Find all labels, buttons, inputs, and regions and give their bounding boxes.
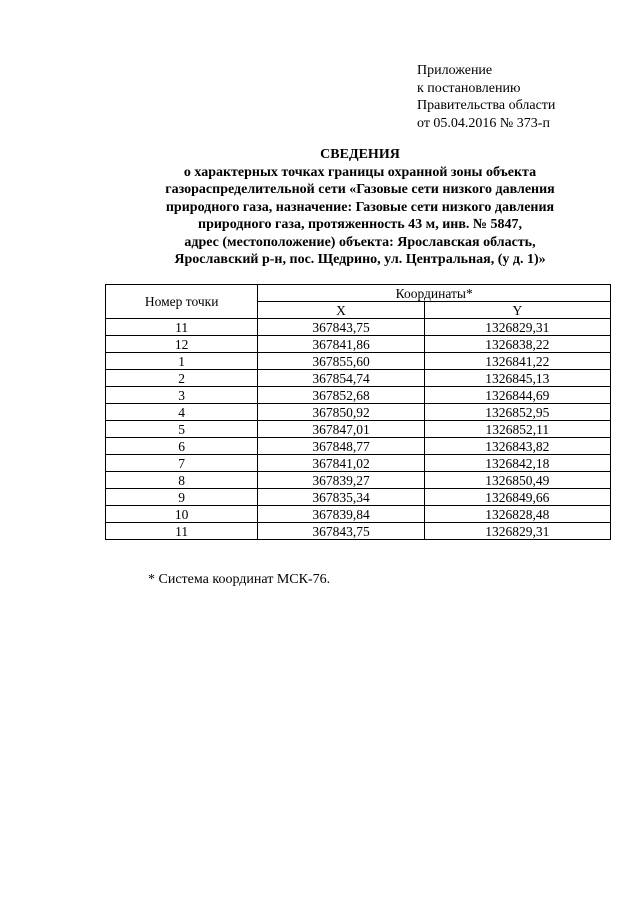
- cell-point-number: 7: [106, 455, 258, 472]
- title-line: природного газа, назначение: Газовые сети низкого давления: [165, 199, 555, 215]
- cell-point-number: 5: [106, 421, 258, 438]
- cell-x: 367841,02: [258, 455, 424, 472]
- coordinates-table: [105, 284, 611, 540]
- cell-y: 1326845,13: [424, 370, 610, 387]
- cell-point-number: 3: [106, 387, 258, 404]
- table-row: [106, 489, 611, 506]
- cell-point-number: 6: [106, 438, 258, 455]
- cell-x: 367855,60: [258, 353, 424, 370]
- cell-point-number: 11: [106, 319, 258, 336]
- cell-y: 1326829,31: [424, 523, 610, 540]
- table-row: [106, 370, 611, 387]
- title-line: о характерных точках границы охранной зоны объекта: [183, 164, 537, 180]
- cell-y: 1326850,49: [424, 472, 610, 489]
- title-line: газораспределительной сети «Газовые сети низкого давления: [165, 182, 555, 197]
- footnote: * Система координат МСК-76.: [148, 572, 331, 587]
- cell-y: 1326849,66: [424, 489, 610, 506]
- cell-y: 1326852,95: [424, 404, 610, 421]
- cell-y: 1326852,11: [424, 421, 610, 438]
- cell-x: 367843,75: [258, 523, 424, 540]
- cell-point-number: 1: [106, 353, 258, 370]
- cell-y: 1326828,48: [424, 506, 610, 523]
- table-row: [106, 319, 611, 336]
- appendix-line: Приложение: [417, 63, 493, 78]
- header-point-number: Номер точки: [106, 285, 258, 319]
- cell-x: 367847,01: [258, 421, 424, 438]
- cell-x: 367841,86: [258, 336, 424, 353]
- title-line: Ярославский р-н, пос. Щедрино, ул. Центральная, (у д. 1)»: [174, 252, 546, 267]
- cell-x: 367852,68: [258, 387, 424, 404]
- table-row: [106, 387, 611, 404]
- cell-point-number: 4: [106, 404, 258, 421]
- cell-point-number: 12: [106, 336, 258, 353]
- cell-point-number: 11: [106, 523, 258, 540]
- cell-y: 1326838,22: [424, 336, 610, 353]
- table-row: [106, 506, 611, 523]
- cell-x: 367850,92: [258, 404, 424, 421]
- header-coordinates: Координаты*: [258, 285, 611, 302]
- table-row: [106, 336, 611, 353]
- appendix-line: к постановлению: [417, 80, 521, 96]
- table-row: [106, 404, 611, 421]
- header-y: Y: [424, 302, 610, 319]
- cell-x: 367843,75: [258, 319, 424, 336]
- cell-x: 367839,27: [258, 472, 424, 489]
- title-heading: СВЕДЕНИЯ: [320, 147, 400, 162]
- appendix-block: [417, 62, 555, 132]
- cell-x: 367839,84: [258, 506, 424, 523]
- table-row: [106, 353, 611, 370]
- appendix-line: Правительства области: [417, 98, 556, 113]
- table-row: [106, 455, 611, 472]
- title-line: природного газа, протяженность 43 м, инв. № 5847,: [198, 217, 522, 232]
- cell-point-number: 2: [106, 370, 258, 387]
- cell-point-number: 10: [106, 506, 258, 523]
- cell-y: 1326844,69: [424, 387, 610, 404]
- cell-y: 1326842,18: [424, 455, 610, 472]
- appendix-line: от 05.04.2016 № 373-п: [417, 115, 550, 131]
- document-title: [100, 146, 620, 269]
- cell-y: 1326843,82: [424, 438, 610, 455]
- header-x: X: [258, 302, 424, 319]
- cell-y: 1326829,31: [424, 319, 610, 336]
- table-row: [106, 438, 611, 455]
- cell-x: 367835,34: [258, 489, 424, 506]
- cell-point-number: 8: [106, 472, 258, 489]
- table-row: [106, 472, 611, 489]
- table-row: [106, 523, 611, 540]
- table-row: [106, 421, 611, 438]
- cell-x: 367854,74: [258, 370, 424, 387]
- cell-x: 367848,77: [258, 438, 424, 455]
- cell-y: 1326841,22: [424, 353, 610, 370]
- cell-point-number: 9: [106, 489, 258, 506]
- title-line: адрес (местоположение) объекта: Ярославская область,: [184, 234, 536, 250]
